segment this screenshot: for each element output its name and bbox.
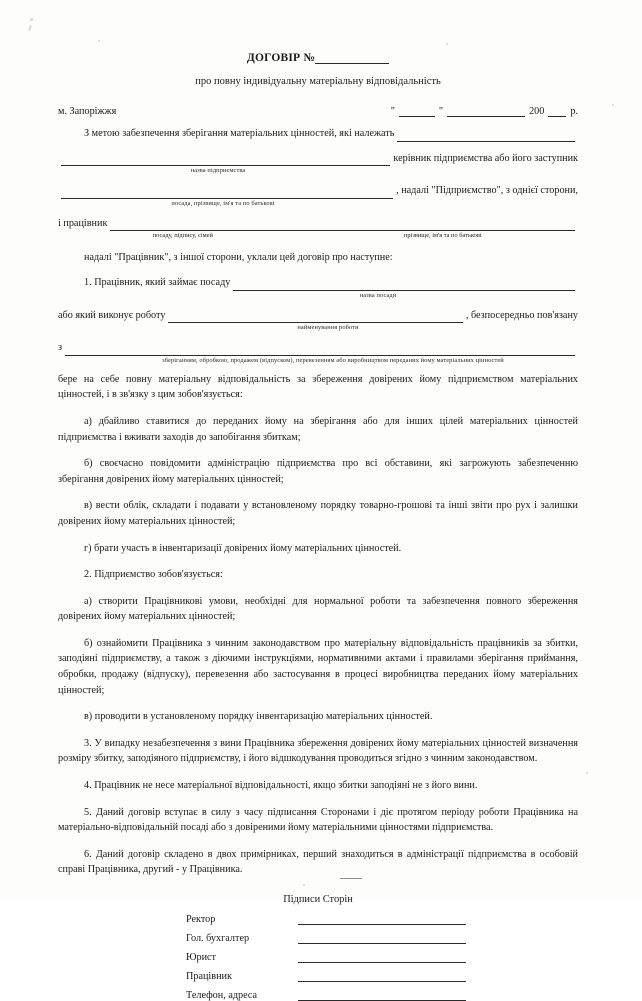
clause-1-blank: [233, 278, 575, 291]
signature-blank: [298, 913, 466, 925]
signature-row: [186, 913, 578, 925]
document-body: [58, 52, 578, 1001]
scan-speck: [586, 772, 588, 774]
clause-3: 3. У випадку незабезпечення з вини Працівника збереження довірених йому матеріальних цінностей визначення розміру збитку, заподіяного підприємству, і його відшкодування проводиться згідно з чинним законодавством.: [58, 737, 578, 765]
caption-position-list: посаду, підпису, сімей: [152, 232, 213, 240]
document-title: [58, 52, 578, 64]
scan-speck: [446, 43, 448, 45]
scan-speck: [28, 25, 32, 31]
clause-4: 4. Працівник не несе матеріальної відповідальності, якщо збитки заподіяні не з його вини.: [84, 780, 478, 792]
caption-storage: зберіганням, обробкою, продажем (відпуском), перевезенням або виробництвом переданих йому матеріальних цінностей: [162, 356, 504, 364]
scan-bottom-mark: [340, 878, 362, 879]
date-year-blank: [548, 105, 566, 117]
employee-captions: [58, 232, 578, 239]
employee-lead-text: і працівник: [58, 217, 108, 229]
company-tail-text: , надалі "Підприємство", з однієї сторони,: [396, 185, 578, 197]
clause-5: 5. Даний договір вступає в силу з часу підписання Сторонами і діє протягом періоду роботи Працівника на матеріально-відповідальній посаді або з довіреними йому матеріальними цінностями підприємства.: [58, 806, 578, 834]
body-paragraph-1: бере на себе повну матеріальну відповідальність за збереження довірених йому підприємством матеріальних цінностей, і в зв'язку з цим зобов'язується:: [58, 373, 578, 401]
body-item-g: г) брати участь в інвентаризації довірених йому матеріальних цінностей.: [84, 542, 402, 554]
company-row: [58, 151, 578, 167]
date-year-prefix: 200: [529, 106, 545, 117]
signature-label: Ректор: [186, 914, 216, 925]
date-year-suffix: р.: [570, 106, 578, 117]
company-name-row: [58, 183, 578, 199]
scan-speck: [30, 18, 33, 21]
title-blank-line: [315, 53, 389, 64]
intro-row: [58, 126, 578, 142]
clause-2a: а) створити Працівникові умови, необхідні для нормальної роботи та забезпечення повного збереження довірених йому матеріальних цінностей;: [58, 595, 578, 623]
body-item-v: в) вести облік, складати і подавати у встановленому порядку товарно-грошові та інші звіти про рух і залишки довірених йому матеріальних цінностей;: [58, 500, 578, 527]
caption-company: назва підприємства: [190, 167, 246, 175]
signature-blank: [298, 970, 466, 982]
clause-1c-lead: з: [58, 342, 63, 354]
clause-1-lead: 1. Працівник, який займає посаду: [84, 276, 231, 288]
clause-6: 6. Даний договір складено в двох примірниках, перший знаходиться в адміністрації підприємства в особовій справі Працівника, другий - у Працівника.: [58, 848, 578, 876]
intro-tail-text: керівник підприємства або його заступник: [393, 152, 578, 164]
city-label: м. Запоріжжя: [58, 106, 117, 117]
caption-work: найменування роботи: [297, 324, 359, 332]
clause-1c-row: [58, 340, 578, 356]
company-name-blank: [61, 186, 393, 199]
clause-1-row: [58, 275, 578, 291]
caption-position-signer: посада, прізвище, ім'я та по батькові: [171, 199, 275, 207]
body-item-a: а) дбайливо ставитися до переданих йому на зберігання або для інших цілей матеріальних цінностей підприємства і вживати заходів до запобігання збиткам;: [58, 415, 578, 443]
clause-1c-blank: [65, 343, 575, 356]
clause-1b-lead: або який виконує роботу: [58, 309, 166, 321]
clause-2b: б) ознайомити Працівника з чинним законодавством про матеріальну відповідальність працівників за збитки, заподіяні підприємству, а також з діючими інструкціями, нормативними актами і правилами зберігання приймання, обробки, продажу (відпуску), перевезення або застосування в процесі виробництва переданих йому матеріальних цінностей;: [58, 637, 578, 696]
signature-blank: [298, 932, 466, 944]
signature-row: [186, 932, 578, 944]
caption-employee: прізвище, ім'я та по батькові: [403, 232, 482, 240]
date-month-blank: [447, 105, 525, 117]
document-subtitle: про повну індивідуальну матеріальну відповідальність: [195, 76, 441, 87]
signatures-table: [186, 913, 578, 1001]
company-blank: [61, 153, 390, 166]
clause-1b-row: [58, 308, 578, 324]
date-quote-close: ": [438, 106, 444, 117]
document-title-text: ДОГОВІР №: [246, 52, 316, 64]
clause-1b-tail: , безпосередньо пов'язану: [465, 309, 578, 321]
signature-label: Юрист: [186, 952, 216, 963]
signature-label: Телефон, адреса: [186, 990, 258, 1001]
employee-blank: [110, 218, 575, 231]
employee-paragraph: надалі "Працівник", з іншої сторони, уклали цей договір про наступне:: [84, 252, 393, 264]
caption-job-title: назва посади: [359, 291, 397, 299]
scan-speck: [612, 104, 614, 106]
signature-blank: [298, 989, 466, 1001]
clause-1b-blank: [168, 310, 462, 323]
signature-row: [186, 970, 578, 982]
intro-text: З метою забезпечення зберігання матеріальних цінностей, які належать: [84, 128, 395, 139]
body-item-b: б) своєчасно повідомити адміністрацію підприємства про всі обставини, які загрожують забезпеченню зберігання довірених йому матеріальних цінностей;: [58, 458, 578, 485]
signature-row: [186, 951, 578, 963]
clause-2v: в) проводити в установленому порядку інвентаризацію матеріальних цінностей.: [84, 711, 433, 723]
employee-row: [58, 216, 578, 232]
date-quote-open: ": [390, 106, 395, 117]
city-date-row: [58, 105, 578, 117]
signature-blank: [298, 951, 466, 963]
scan-speck: [98, 40, 100, 42]
signatures-title: Підписи Сторін: [283, 894, 353, 905]
signature-row: [186, 989, 578, 1001]
intro-blank: [397, 129, 575, 142]
clause-2: 2. Підприємство зобов'язується:: [84, 569, 223, 581]
signature-label: Працівник: [186, 971, 232, 982]
date-day-blank: [399, 105, 435, 117]
signature-label: Гол. бухгалтер: [186, 933, 250, 944]
